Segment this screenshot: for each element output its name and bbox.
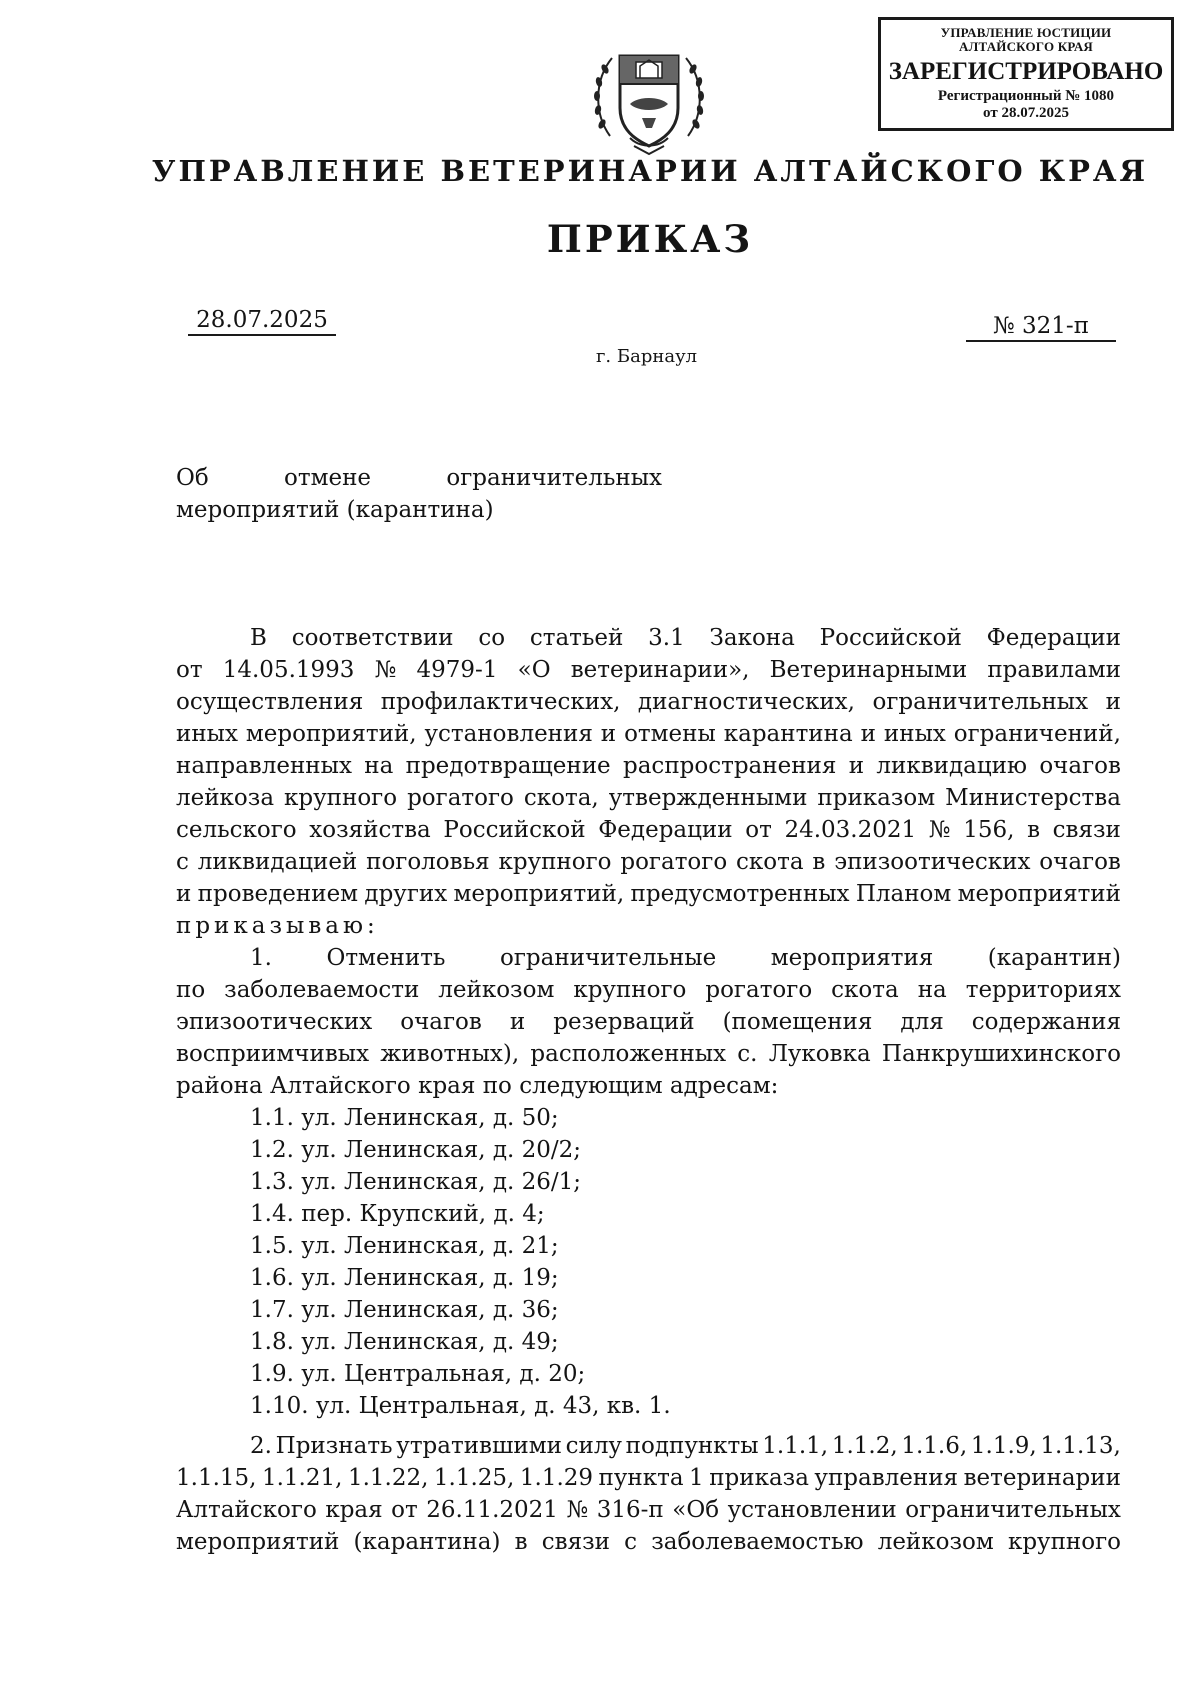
document-type: ПРИКАЗ bbox=[546, 217, 754, 261]
subject-line-2: мероприятий (карантина) bbox=[176, 497, 494, 523]
address-item: 1.3. ул. Ленинская, д. 26/1; bbox=[250, 1169, 582, 1195]
point2-line: мероприятий (карантина) в связи с заболеваемостью лейкозом крупного bbox=[176, 1529, 1121, 1555]
address-item: 1.7. ул. Ленинская, д. 36; bbox=[250, 1297, 559, 1323]
point1-line: по заболеваемости лейкозом крупного рогатого скота на территориях bbox=[176, 977, 1121, 1003]
coat-of-arms-icon bbox=[590, 38, 708, 160]
point2-line: Алтайского края от 26.11.2021 № 316-п «Об установлении ограничительных bbox=[176, 1497, 1121, 1523]
registration-stamp bbox=[878, 17, 1174, 131]
intro-line: с ликвидацией поголовья крупного рогатого скота в эпизоотических очагов bbox=[176, 849, 1121, 875]
intro-line: иных мероприятий, установления и отмены карантина и иных ограничений, bbox=[176, 721, 1121, 747]
address-item: 1.5. ул. Ленинская, д. 21; bbox=[250, 1233, 559, 1259]
intro-line: и проведением других мероприятий, предусмотренных Планом мероприятий bbox=[176, 881, 1121, 907]
document-number: № 321-п bbox=[966, 313, 1116, 342]
point1-line: района Алтайского края по следующим адресам: bbox=[176, 1073, 779, 1099]
stamp-organization-line-2: АЛТАЙСКОГО КРАЯ bbox=[959, 39, 1093, 54]
stamp-registration-date: от 28.07.2025 bbox=[983, 105, 1069, 121]
address-item: 1.4. пер. Крупский, д. 4; bbox=[250, 1201, 545, 1227]
intro-line: сельского хозяйства Российской Федерации от 24.03.2021 № 156, в связи bbox=[176, 817, 1121, 843]
intro-line: осуществления профилактических, диагностических, ограничительных и bbox=[176, 689, 1121, 715]
address-item: 1.8. ул. Ленинская, д. 49; bbox=[250, 1329, 559, 1355]
point1-line: восприимчивых животных), расположенных с. Луковка Панкрушихинского bbox=[176, 1041, 1121, 1067]
document-date: 28.07.2025 bbox=[188, 307, 336, 336]
point2-line: 2. Признать утратившими силу подпункты 1.1.1, 1.1.2, 1.1.6, 1.1.9, 1.1.13, bbox=[250, 1433, 1121, 1459]
stamp-registration-number: Регистрационный № 1080 bbox=[937, 88, 1115, 104]
address-item: 1.2. ул. Ленинская, д. 20/2; bbox=[250, 1137, 582, 1163]
order-word: приказываю: bbox=[176, 913, 379, 939]
intro-line: направленных на предотвращение распространения и ликвидацию очагов bbox=[176, 753, 1121, 779]
point2-line: 1.1.15, 1.1.21, 1.1.22, 1.1.25, 1.1.29 пункта 1 приказа управления ветеринарии bbox=[176, 1465, 1121, 1491]
subject-line-1: Об отмене ограничительных bbox=[176, 465, 662, 491]
intro-line: от 14.05.1993 № 4979-1 «О ветеринарии», Ветеринарными правилами bbox=[176, 657, 1121, 683]
address-item: 1.6. ул. Ленинская, д. 19; bbox=[250, 1265, 559, 1291]
address-item: 1.1. ул. Ленинская, д. 50; bbox=[250, 1105, 559, 1131]
stamp-organization-line-1: УПРАВЛЕНИЕ ЮСТИЦИИ bbox=[940, 25, 1112, 40]
address-item: 1.9. ул. Центральная, д. 20; bbox=[250, 1361, 586, 1387]
intro-line: В соответствии со статьей 3.1 Закона Российской Федерации bbox=[250, 625, 1121, 651]
agency-name: УПРАВЛЕНИЕ ВЕТЕРИНАРИИ АЛТАЙСКОГО КРАЯ bbox=[151, 154, 1149, 188]
point1-line: 1. Отменить ограничительные мероприятия (карантин) bbox=[250, 945, 1121, 971]
city: г. Барнаул bbox=[596, 346, 698, 367]
stamp-status: ЗАРЕГИСТРИРОВАНО bbox=[888, 58, 1164, 85]
address-item: 1.10. ул. Центральная, д. 43, кв. 1. bbox=[250, 1393, 671, 1419]
intro-line: лейкоза крупного рогатого скота, утвержденными приказом Министерства bbox=[176, 785, 1121, 811]
point1-line: эпизоотических очагов и резерваций (помещения для содержания bbox=[176, 1009, 1121, 1035]
